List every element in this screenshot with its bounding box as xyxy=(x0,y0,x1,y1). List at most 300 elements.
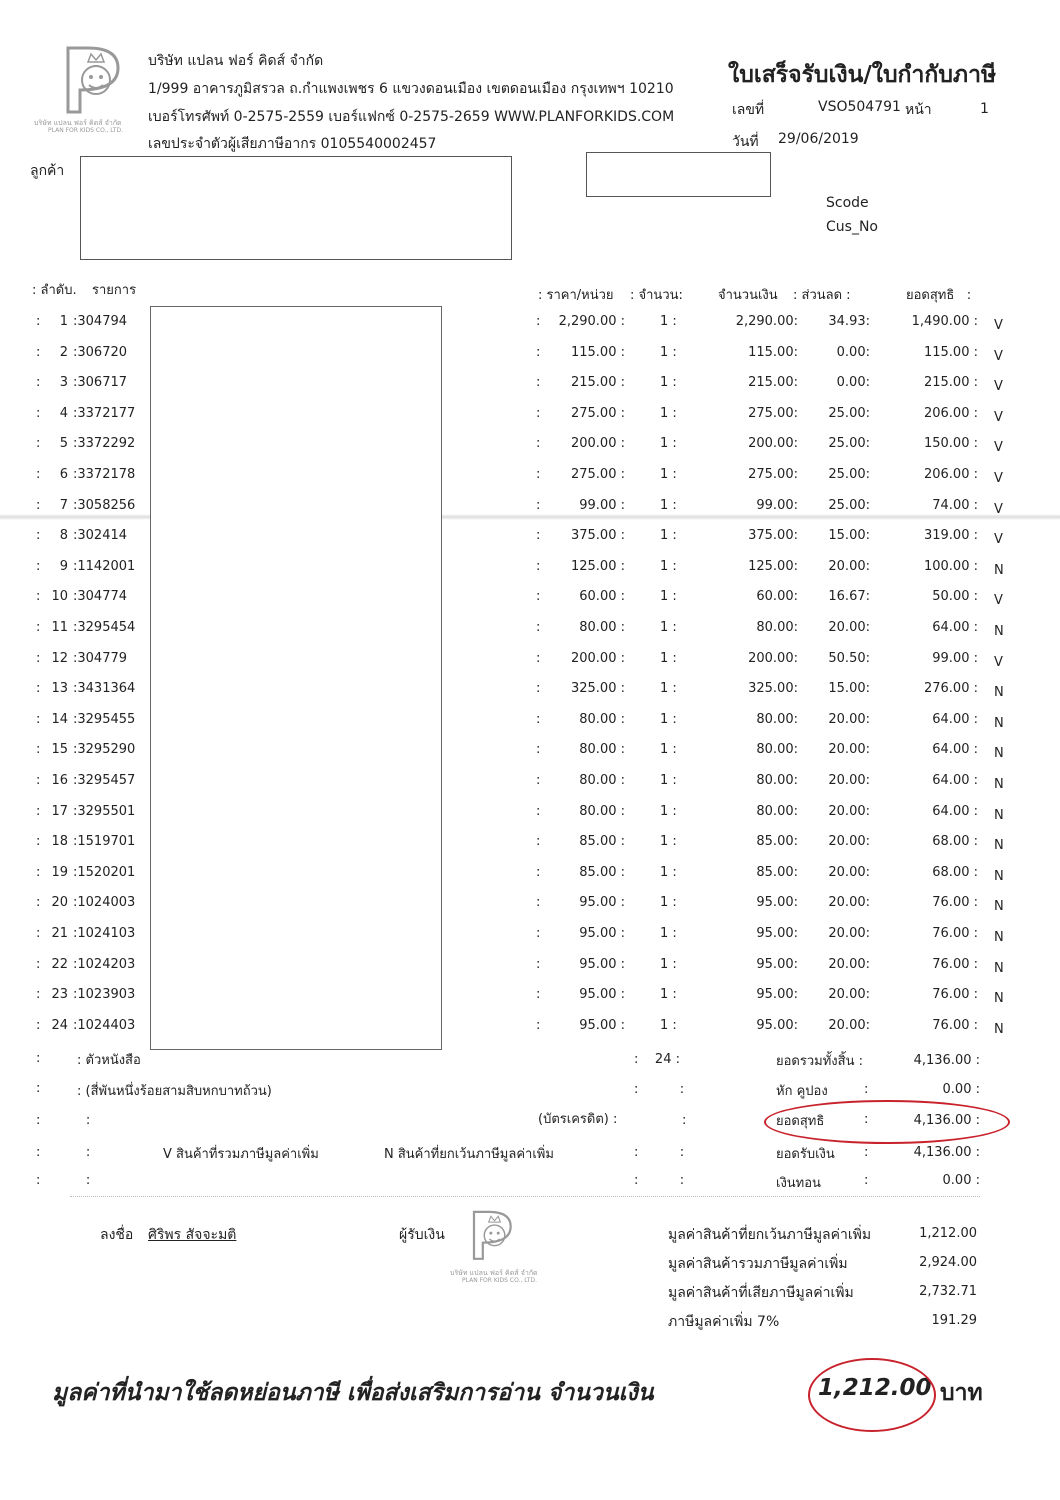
price-colon: : xyxy=(536,1017,541,1033)
item-price-value: 275.00 xyxy=(570,405,617,421)
item-discount-value: 20.00 xyxy=(828,895,866,911)
item-discount-value: 0.00 xyxy=(836,375,866,391)
item-code-value: 1024403 xyxy=(77,1017,136,1033)
item-discount: 20.00: xyxy=(828,926,870,941)
item-discount-value: 20.00 xyxy=(828,987,866,1003)
item-qty: 1 : xyxy=(660,864,677,880)
price-colon: : xyxy=(536,497,541,513)
item-no-value: 20 xyxy=(51,895,68,911)
item-amount: 215.00: xyxy=(748,375,798,391)
item-discount: 20.00: xyxy=(828,742,870,758)
price-colon: : xyxy=(536,314,541,329)
item-vat-flag xyxy=(994,869,1004,884)
item-amount-value: 85.00 xyxy=(756,864,794,880)
item-vat-flag-value: N xyxy=(994,1021,1004,1037)
item-qty-value: 1 xyxy=(660,620,669,635)
item-net-value: 115.00 xyxy=(923,344,970,360)
item-amount-value: 80.00 xyxy=(756,620,794,635)
coupon-colon: : xyxy=(864,1082,869,1097)
item-code: :1519701 xyxy=(73,834,136,850)
item-vat-flag xyxy=(994,349,1003,364)
item-vat-flag-value: V xyxy=(994,501,1003,517)
item-qty: 1 : xyxy=(660,895,677,911)
item-amount: 80.00: xyxy=(756,711,798,727)
price-colon: : xyxy=(536,620,541,635)
item-vat-flag-value: N xyxy=(994,807,1004,823)
item-amount: 200.00: xyxy=(748,650,798,666)
seq-colon: : xyxy=(36,711,41,727)
item-net-value: 76.00 xyxy=(932,926,970,941)
vat-breakdown-value: 2,732.71 xyxy=(919,1284,977,1299)
item-vat-flag-value: V xyxy=(994,379,1003,395)
item-qty: 1 : xyxy=(660,405,677,421)
item-amount-value: 95.00 xyxy=(756,895,794,911)
item-amount: 95.00: xyxy=(756,987,798,1003)
item-price-value: 80.00 xyxy=(579,711,617,727)
item-no xyxy=(48,651,68,666)
item-qty: 1 : xyxy=(660,742,677,758)
header-discount: : ส่วนลด : xyxy=(793,288,851,303)
payment-method: (บัตรเครดิต) : xyxy=(538,1112,618,1127)
item-net: 76.00 : xyxy=(932,895,978,911)
item-amount-value: 2,290.00 xyxy=(735,314,794,329)
summary-colon-1: : xyxy=(36,1051,41,1066)
item-net: 215.00 : xyxy=(923,375,978,391)
item-price-value: 95.00 xyxy=(579,956,617,972)
item-discount-value: 20.00 xyxy=(828,834,866,850)
item-amount-value: 85.00 xyxy=(756,834,794,850)
received-colon: : xyxy=(864,1145,869,1160)
item-code: :3295290 xyxy=(73,742,136,758)
item-discount: 25.00: xyxy=(828,467,870,482)
seq-colon: : xyxy=(36,528,41,544)
item-code-value: 3431364 xyxy=(77,681,136,697)
price-colon: : xyxy=(536,558,541,574)
item-qty-value: 1 xyxy=(660,803,669,819)
item-no xyxy=(48,957,68,972)
item-no xyxy=(48,895,68,910)
item-vat-flag xyxy=(994,1022,1004,1037)
item-code-value: 3295290 xyxy=(77,742,136,758)
item-qty: 1 : xyxy=(660,497,677,513)
item-net-value: 100.00 xyxy=(923,558,970,574)
item-qty: 1 : xyxy=(660,436,677,452)
summary-colon-5: : : xyxy=(36,1173,91,1188)
item-net: 206.00 : xyxy=(923,467,978,482)
item-price: 275.00 : xyxy=(570,405,625,421)
item-code-value: 3372178 xyxy=(77,467,136,482)
item-price-value: 275.00 xyxy=(570,467,617,482)
item-discount: 25.00: xyxy=(828,436,870,452)
item-no-value: 6 xyxy=(59,467,68,482)
item-code: :1024203 xyxy=(73,956,136,972)
item-vat-flag xyxy=(994,777,1004,792)
item-net-value: 76.00 xyxy=(932,1017,970,1033)
item-no-value: 14 xyxy=(51,711,68,727)
seq-colon: : xyxy=(36,1017,41,1033)
item-discount: 20.00: xyxy=(828,558,870,574)
item-price-value: 325.00 xyxy=(570,681,617,697)
price-colon: : xyxy=(536,864,541,880)
item-qty: 1 : xyxy=(660,1017,677,1033)
item-vat-flag xyxy=(994,624,1004,639)
item-discount-value: 20.00 xyxy=(828,558,866,574)
item-vat-flag-value: V xyxy=(994,471,1003,486)
item-discount: 20.00: xyxy=(828,834,870,850)
item-discount: 20.00: xyxy=(828,987,870,1003)
item-amount: 80.00: xyxy=(756,803,798,819)
item-price: 125.00 : xyxy=(570,558,625,574)
item-code-value: 1519701 xyxy=(77,834,136,850)
item-qty: 1 : xyxy=(660,589,677,605)
item-amount: 95.00: xyxy=(756,1017,798,1033)
doc-no-label: เลขที่ xyxy=(732,102,765,118)
item-code-value: 3372292 xyxy=(77,436,136,452)
item-price: 80.00 : xyxy=(579,742,625,758)
item-net-value: 215.00 xyxy=(923,375,970,391)
logo-caption-en: PLAN FOR KIDS CO., LTD. xyxy=(48,127,123,134)
item-price: 85.00 : xyxy=(579,834,625,850)
item-code: :304779 xyxy=(73,650,128,666)
vat-breakdown-value: 2,924.00 xyxy=(919,1255,977,1270)
item-amount: 85.00: xyxy=(756,864,798,880)
net-value: 4,136.00 : xyxy=(913,1113,980,1128)
item-price: 200.00 : xyxy=(570,650,625,666)
item-vat-flag-value: N xyxy=(994,930,1004,945)
item-amount: 60.00: xyxy=(756,589,798,605)
item-vat-flag xyxy=(994,655,1003,670)
item-vat-flag xyxy=(994,440,1003,455)
item-code-value: 304794 xyxy=(77,314,128,329)
item-price-value: 80.00 xyxy=(579,803,617,819)
change-label: เงินทอน xyxy=(776,1176,821,1191)
item-qty-value: 1 xyxy=(660,528,669,544)
item-discount: 20.00: xyxy=(828,803,870,819)
item-amount: 80.00: xyxy=(756,773,798,788)
item-qty: 1 : xyxy=(660,834,677,850)
item-qty: 1 : xyxy=(660,956,677,972)
item-amount-value: 80.00 xyxy=(756,742,794,758)
item-amount: 375.00: xyxy=(748,528,798,544)
item-code-value: 1024103 xyxy=(77,926,136,941)
item-code: :3295454 xyxy=(73,620,136,635)
item-net: 76.00 : xyxy=(932,926,978,941)
header-net: ยอดสุทธิ : xyxy=(906,288,972,303)
header-price: : ราคา/หน่วย xyxy=(538,288,614,303)
item-code: :3372177 xyxy=(73,405,136,421)
summary-colon-3: : : xyxy=(36,1113,91,1128)
footer-unit: บาท xyxy=(940,1380,983,1406)
price-colon: : xyxy=(536,773,541,788)
item-vat-flag xyxy=(994,746,1004,761)
item-code-value: 306720 xyxy=(77,344,128,360)
item-net-value: 68.00 xyxy=(932,834,970,850)
item-price-value: 95.00 xyxy=(579,926,617,941)
item-net: 319.00 : xyxy=(923,528,978,544)
item-code: :1024403 xyxy=(73,1017,136,1033)
item-net: 64.00 : xyxy=(932,742,978,758)
item-price-value: 95.00 xyxy=(579,1017,617,1033)
item-net-value: 64.00 xyxy=(932,620,970,635)
seq-colon: : xyxy=(36,620,41,635)
item-description-redacted xyxy=(150,306,442,1050)
item-net: 115.00 : xyxy=(923,344,978,360)
item-net-value: 64.00 xyxy=(932,773,970,788)
price-colon: : xyxy=(536,405,541,421)
item-discount: 50.50: xyxy=(828,650,870,666)
change-value: 0.00 : xyxy=(942,1173,980,1188)
item-price: 80.00 : xyxy=(579,773,625,788)
seq-colon: : xyxy=(36,344,41,360)
item-price-value: 95.00 xyxy=(579,895,617,911)
item-discount-value: 20.00 xyxy=(828,620,866,635)
item-amount: 275.00: xyxy=(748,467,798,482)
item-qty-value: 1 xyxy=(660,375,669,391)
footer-amount: 1,212.00 xyxy=(818,1375,932,1401)
item-price-value: 85.00 xyxy=(579,864,617,880)
item-no xyxy=(48,804,68,819)
item-vat-flag-value: N xyxy=(994,624,1004,639)
item-qty-value: 1 xyxy=(660,558,669,574)
header-item: รายการ xyxy=(92,283,137,298)
item-no-value: 12 xyxy=(51,650,68,666)
item-code-value: 3295454 xyxy=(77,620,136,635)
item-discount-value: 20.00 xyxy=(828,742,866,758)
item-amount-value: 200.00 xyxy=(748,436,794,452)
grand-total-label: ยอดรวมทั้งสิ้น : xyxy=(776,1054,863,1069)
item-code-value: 3295457 xyxy=(77,773,136,788)
item-code-value: 304774 xyxy=(77,589,128,605)
item-qty: 1 : xyxy=(660,620,677,635)
item-vat-flag-value: N xyxy=(994,899,1004,915)
summary-colon-4: : : xyxy=(36,1145,91,1160)
item-no-value: 16 xyxy=(51,773,68,788)
seq-colon: : xyxy=(36,742,41,758)
date-label: วันที่ xyxy=(732,134,759,150)
item-vat-flag-value: N xyxy=(994,777,1004,792)
logo-caption-th: บริษัท แปลน ฟอร์ คิดส์ จำกัด xyxy=(34,119,122,127)
item-net-value: 76.00 xyxy=(932,987,970,1003)
item-discount-value: 25.00 xyxy=(828,497,866,513)
date-value: 29/06/2019 xyxy=(778,131,859,147)
item-amount-value: 99.00 xyxy=(756,497,794,513)
company-contact: เบอร์โทรศัพท์ 0-2575-2559 เบอร์แฟกซ์ 0-2575-2659 WWW.PLANFORKIDS.COM xyxy=(148,109,675,125)
vat-legend: V สินค้าที่รวมภาษีมูลค่าเพิ่ม xyxy=(163,1147,319,1162)
footer-amount-circle xyxy=(808,1358,936,1432)
company-logo xyxy=(58,40,138,130)
item-vat-flag xyxy=(994,716,1004,731)
price-colon: : xyxy=(536,987,541,1003)
item-no-value: 18 xyxy=(51,834,68,850)
item-code-value: 1520201 xyxy=(77,864,136,880)
item-amount-value: 275.00 xyxy=(748,467,794,482)
item-amount-value: 200.00 xyxy=(748,650,794,666)
item-no-value: 24 xyxy=(51,1017,68,1033)
item-no-value: 15 xyxy=(51,742,68,758)
item-no xyxy=(48,742,68,757)
price-colon: : xyxy=(536,711,541,727)
item-amount-value: 325.00 xyxy=(748,681,794,697)
item-net: 74.00 : xyxy=(932,497,978,513)
item-net-value: 64.00 xyxy=(932,711,970,727)
customer-label: ลูกค้า xyxy=(30,163,65,179)
company-address: 1/999 อาคารภูมิสรวล ถ.กำแพงเพชร 6 แขวงดอนเมือง เขตดอนเมือง กรุงเทพฯ 10210 xyxy=(148,81,674,97)
vat-breakdown-label: ภาษีมูลค่าเพิ่ม 7% xyxy=(668,1314,780,1330)
seq-colon: : xyxy=(36,558,41,574)
item-price: 95.00 : xyxy=(579,926,625,941)
item-net-value: 64.00 xyxy=(932,742,970,758)
item-discount-value: 20.00 xyxy=(828,773,866,788)
item-net-value: 74.00 xyxy=(932,497,970,513)
item-no xyxy=(48,834,68,849)
item-qty: 1 : xyxy=(660,803,677,819)
item-price-value: 85.00 xyxy=(579,834,617,850)
item-vat-flag xyxy=(994,563,1004,578)
item-discount-value: 20.00 xyxy=(828,1017,866,1033)
item-discount: 15.00: xyxy=(828,528,870,544)
item-net: 100.00 : xyxy=(923,558,978,574)
seq-colon: : xyxy=(36,681,41,697)
item-price: 80.00 : xyxy=(579,803,625,819)
stamp-caption-en: PLAN FOR KIDS CO., LTD. xyxy=(462,1277,537,1284)
item-net-value: 1,490.00 xyxy=(911,314,970,329)
price-colon: : xyxy=(536,956,541,972)
item-no xyxy=(48,498,68,513)
item-qty-value: 1 xyxy=(660,834,669,850)
item-vat-flag-value: N xyxy=(994,868,1004,884)
price-colon: : xyxy=(536,375,541,391)
item-vat-flag-value: N xyxy=(994,991,1004,1007)
item-amount-value: 95.00 xyxy=(756,1017,794,1033)
item-discount: 20.00: xyxy=(828,895,870,911)
item-no-value: 21 xyxy=(51,926,68,941)
item-code-value: 1024203 xyxy=(77,956,136,972)
item-code: :3058256 xyxy=(73,497,136,513)
item-no-value: 4 xyxy=(59,405,68,421)
item-code: :304774 xyxy=(73,589,128,605)
item-price: 275.00 : xyxy=(570,467,625,482)
item-net: 64.00 : xyxy=(932,711,978,727)
item-price: 99.00 : xyxy=(579,497,625,513)
item-price: 95.00 : xyxy=(579,895,625,911)
item-amount-value: 80.00 xyxy=(756,711,794,727)
item-no xyxy=(48,436,68,451)
words-label: : ตัวหนังสือ xyxy=(77,1053,141,1068)
item-no-value: 2 xyxy=(59,344,68,360)
seq-colon: : xyxy=(36,803,41,819)
item-vat-flag-value: N xyxy=(994,960,1004,976)
seq-colon: : xyxy=(36,405,41,421)
price-colon: : xyxy=(536,834,541,850)
item-discount-value: 20.00 xyxy=(828,956,866,972)
item-qty-value: 1 xyxy=(660,711,669,727)
item-net: 68.00 : xyxy=(932,834,978,850)
page-label: หน้า xyxy=(905,102,932,118)
item-no-value: 9 xyxy=(59,558,68,574)
price-colon: : xyxy=(536,528,541,544)
item-net: 206.00 : xyxy=(923,405,978,421)
item-price-value: 99.00 xyxy=(579,497,617,513)
seq-colon: : xyxy=(36,834,41,850)
change-colon: : xyxy=(864,1173,869,1188)
item-qty-value: 1 xyxy=(660,864,669,880)
item-qty-value: 1 xyxy=(660,467,669,482)
item-net-value: 76.00 xyxy=(932,895,970,911)
item-discount: 20.00: xyxy=(828,864,870,880)
item-discount-value: 20.00 xyxy=(828,803,866,819)
item-amount: 95.00: xyxy=(756,956,798,972)
item-discount: 25.00: xyxy=(828,405,870,421)
item-code: :306720 xyxy=(73,344,128,360)
item-vat-flag-value: V xyxy=(994,654,1003,670)
seq-colon: : xyxy=(36,589,41,605)
item-qty-value: 1 xyxy=(660,681,669,697)
customer-box-redacted xyxy=(80,156,512,260)
item-no xyxy=(48,865,68,880)
item-code: :1520201 xyxy=(73,864,136,880)
item-discount-value: 34.93 xyxy=(828,314,866,329)
item-discount-value: 50.50 xyxy=(828,650,866,666)
seq-colon: : xyxy=(36,773,41,788)
item-no-value: 13 xyxy=(51,681,68,697)
item-code: :3295455 xyxy=(73,711,136,727)
vat-breakdown-label: มูลค่าสินค้าที่เสียภาษีมูลค่าเพิ่ม xyxy=(668,1285,854,1301)
item-net-value: 68.00 xyxy=(932,864,970,880)
item-qty-value: 1 xyxy=(660,773,669,788)
summary-colon-3b: : xyxy=(682,1113,687,1128)
item-qty-value: 1 xyxy=(660,589,669,605)
price-colon: : xyxy=(536,681,541,697)
item-discount-value: 25.00 xyxy=(828,436,866,452)
vat-breakdown-label: มูลค่าสินค้าที่ยกเว้นภาษีมูลค่าเพิ่ม xyxy=(668,1227,872,1243)
price-colon: : xyxy=(536,926,541,941)
seq-colon: : xyxy=(36,375,41,391)
item-qty: 1 : xyxy=(660,681,677,697)
item-amount-value: 80.00 xyxy=(756,803,794,819)
item-qty-value: 1 xyxy=(660,742,669,758)
item-code: :3431364 xyxy=(73,681,136,697)
item-vat-flag-value: V xyxy=(994,593,1003,609)
summary-colons-5b: : : xyxy=(634,1173,685,1188)
price-colon: : xyxy=(536,742,541,758)
item-qty: 1 : xyxy=(660,528,677,544)
footer-text: มูลค่าที่นำมาใช้ลดหย่อนภาษี เพื่อส่งเสริมการอ่าน จำนวนเงิน xyxy=(52,1380,654,1406)
item-net-value: 76.00 xyxy=(932,956,970,972)
signer-name: ศิริพร สัจจะมติ xyxy=(148,1227,237,1243)
sign-label: ลงชื่อ xyxy=(100,1227,134,1243)
item-code-value: 3372177 xyxy=(77,405,136,421)
item-vat-flag xyxy=(994,899,1004,914)
item-vat-flag xyxy=(994,379,1003,394)
item-code: :1024103 xyxy=(73,926,136,941)
item-discount: 16.67: xyxy=(828,589,870,605)
vat-breakdown-value: 1,212.00 xyxy=(919,1226,977,1241)
price-colon: : xyxy=(536,467,541,482)
item-net: 50.00 : xyxy=(932,589,978,605)
item-no-value: 1 xyxy=(59,314,68,329)
item-amount: 115.00: xyxy=(748,344,798,360)
item-net: 64.00 : xyxy=(932,620,978,635)
item-qty: 1 : xyxy=(660,558,677,574)
item-amount-value: 375.00 xyxy=(748,528,794,544)
item-vat-flag-value: V xyxy=(994,318,1003,333)
item-no-value: 23 xyxy=(51,987,68,1003)
price-colon: : xyxy=(536,436,541,452)
item-code: :304794 xyxy=(73,314,128,329)
item-amount-value: 275.00 xyxy=(748,405,794,421)
item-price: 95.00 : xyxy=(579,956,625,972)
item-net: 68.00 : xyxy=(932,864,978,880)
